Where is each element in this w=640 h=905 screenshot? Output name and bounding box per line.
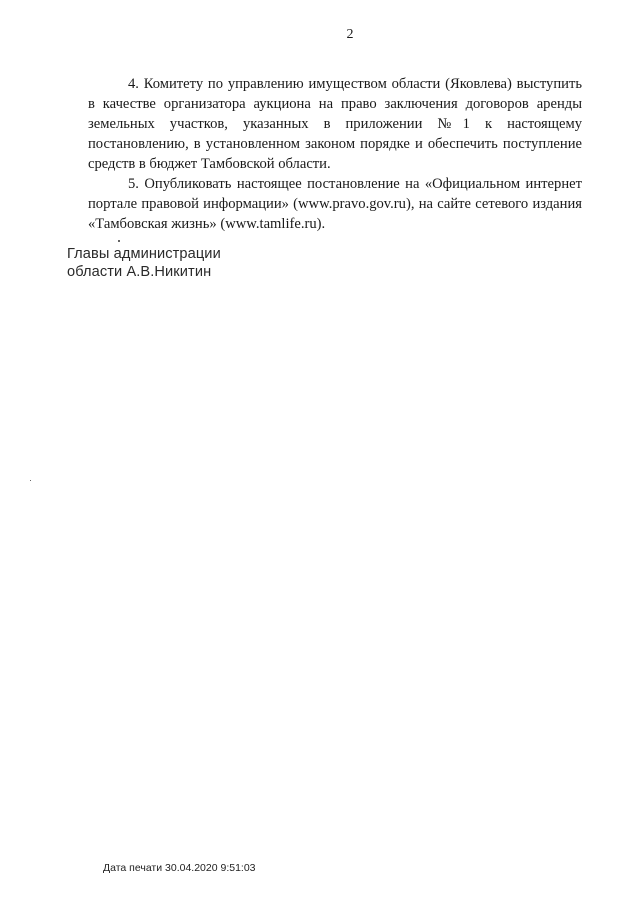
page-number: 2	[346, 27, 354, 42]
scan-speck	[118, 240, 120, 242]
document-body	[88, 74, 582, 234]
signature-position: Главы администрации	[67, 246, 221, 262]
signature-name: области А.В.Никитин	[67, 264, 212, 280]
print-date: Дата печати 30.04.2020 9:51:03	[103, 862, 256, 874]
paragraph-4: 4. Комитету по управлению имуществом области (Яковлева) выступить в качестве организатора аукциона на право заключения договоров аренды земельных участков, указанных в приложении №1 к настоящему постановлению, в установленном законом порядке и обеспечить поступление средств в бюджет Тамбовской области.	[88, 76, 582, 172]
paragraph-5: 5. Опубликовать настоящее постановление на «Официальном интернет портале правовой информации» (www.pravo.gov.ru), на сайте сетевого издания «Тамбовская жизнь» (www.tamlife.ru).	[88, 176, 582, 232]
scan-speck	[30, 480, 31, 481]
signature-block	[67, 245, 221, 281]
